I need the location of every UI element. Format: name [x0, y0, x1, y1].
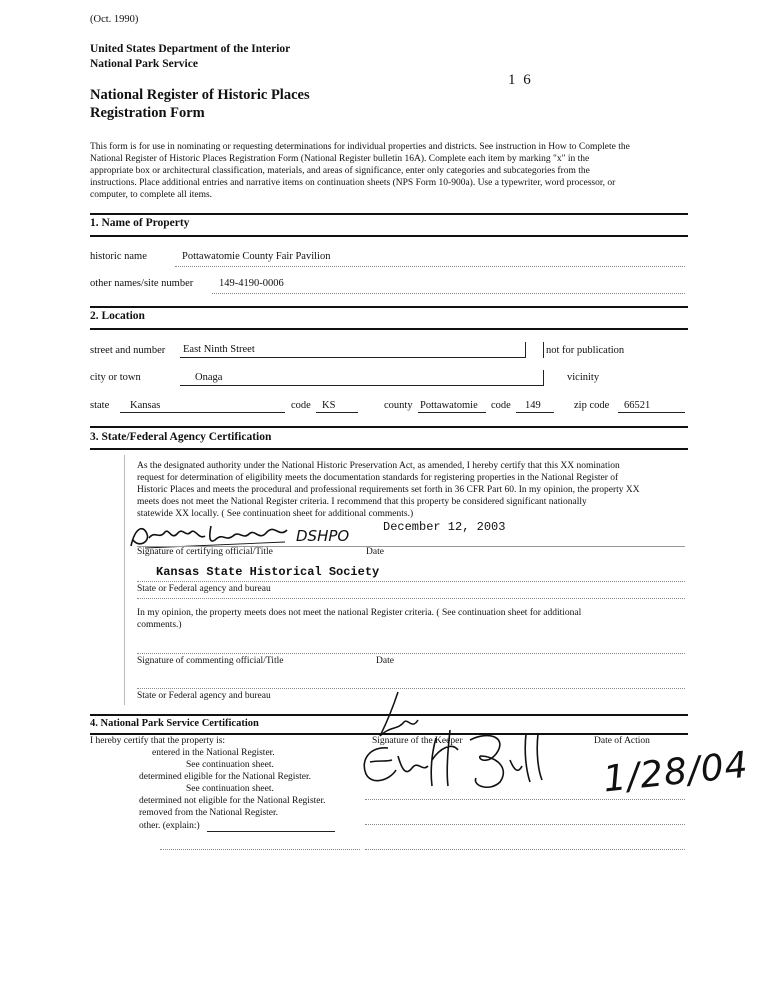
section2-heading: 2. Location — [90, 310, 145, 322]
intro-line: instructions. Place additional entries and narrative items on continuation sheets (NPS Form 10-900a). Use a typewriter, word processor, or — [90, 178, 616, 188]
date-of-action-field[interactable]: 1/28/04 — [601, 744, 751, 801]
field-underline — [120, 412, 285, 413]
intro-line: computer, to complete all items. — [90, 190, 213, 200]
field-underline — [160, 849, 360, 850]
nps-certify-text: I hereby certify that the property is: — [90, 736, 226, 746]
stamp-number: 1 6 — [508, 72, 533, 88]
form-title: National Register of Historic Places — [90, 87, 310, 103]
field-underline — [618, 412, 685, 413]
keeper-signature — [340, 690, 580, 800]
field-underline — [137, 688, 685, 689]
city-field[interactable]: Onaga — [195, 372, 223, 383]
intro-line: This form is for use in nominating or requesting determinations for individual properties and districts. See instruction in How to Complete the — [90, 142, 630, 152]
commenting-signature-label: Signature of commenting official/Title — [137, 656, 284, 666]
section-rule — [90, 328, 688, 330]
zip-field[interactable]: 66521 — [624, 400, 651, 411]
other-names-label: other names/site number — [90, 278, 194, 289]
status-other[interactable]: other. (explain:) — [139, 821, 200, 831]
field-underline — [137, 598, 685, 599]
field-underline — [137, 581, 685, 582]
continuation-sheet-option[interactable]: See continuation sheet. — [186, 784, 274, 794]
not-for-publication-checkbox[interactable]: not for publication — [546, 345, 625, 356]
status-removed[interactable]: removed from the National Register. — [139, 808, 279, 818]
street-label: street and number — [90, 345, 166, 356]
status-eligible[interactable]: determined eligible for the National Register. — [139, 772, 312, 782]
zip-label: zip code — [574, 400, 610, 411]
section-rule — [90, 448, 688, 450]
state-field[interactable]: Kansas — [130, 400, 161, 411]
opinion-text: comments.) — [137, 620, 182, 630]
state-code-field[interactable]: KS — [322, 400, 336, 411]
certification-text: request for determination of eligibility meets the documentation standards for registering properties in the National Register of — [137, 473, 619, 483]
section4-heading: 4. National Park Service Certification — [90, 718, 259, 729]
field-underline — [207, 831, 335, 832]
field-underline — [212, 293, 685, 294]
date-of-action-label: Date of Action — [594, 736, 650, 746]
intro-line: National Register of Historic Places Registration Form (National Register bulletin 16A). Complete each item by marking "x" in the — [90, 154, 590, 164]
field-underline — [180, 357, 525, 358]
certifying-title-handwritten: DSHPO — [296, 527, 350, 545]
signature-label: Signature of certifying official/Title — [137, 547, 273, 557]
agency-label: State or Federal agency and bureau — [137, 584, 271, 594]
street-field[interactable]: East Ninth Street — [183, 344, 255, 355]
field-underline — [418, 412, 486, 413]
state-code-label: code — [291, 400, 311, 411]
city-label: city or town — [90, 372, 141, 383]
form-id: (Oct. 1990) — [90, 14, 139, 25]
status-not-eligible[interactable]: determined not eligible for the National Register. — [139, 796, 326, 806]
opinion-text: In my opinion, the property meets does not meet the national Register criteria. ( See continuation sheet for additional — [137, 608, 582, 618]
certification-text: statewide XX locally. ( See continuation sheet for additional comments.) — [137, 509, 414, 519]
field-underline — [180, 385, 543, 386]
county-field[interactable]: Pottawatomie — [420, 400, 478, 411]
historic-name-field[interactable]: Pottawatomie County Fair Pavilion — [182, 251, 331, 262]
keeper-signature-label: Signature of the Keeper — [372, 736, 463, 746]
continuation-sheet-option[interactable]: See continuation sheet. — [186, 760, 274, 770]
checkbox-divider — [525, 342, 526, 358]
section1-heading: 1. Name of Property — [90, 217, 190, 229]
section3-heading: 3. State/Federal Agency Certification — [90, 431, 272, 443]
form-subtitle: Registration Form — [90, 105, 205, 121]
field-underline — [516, 412, 554, 413]
vicinity-checkbox[interactable]: vicinity — [567, 372, 600, 383]
section-rule — [90, 235, 688, 237]
commenting-date-label: Date — [376, 656, 394, 666]
department-name: United States Department of the Interior — [90, 43, 291, 55]
certifying-date[interactable]: December 12, 2003 — [383, 520, 506, 534]
agency-label: State or Federal agency and bureau — [137, 691, 271, 701]
field-underline — [316, 412, 358, 413]
historic-name-label: historic name — [90, 251, 147, 262]
county-code-label: code — [491, 400, 511, 411]
section-rule — [90, 306, 688, 308]
intro-line: appropriate box or architectural classification, materials, and areas of significance, enter only categories and subcategories from the — [90, 166, 590, 176]
county-code-field[interactable]: 149 — [525, 400, 541, 411]
state-label: state — [90, 400, 110, 411]
field-underline — [137, 653, 685, 654]
section-rule — [90, 213, 688, 215]
agency-field[interactable]: Kansas State Historical Society — [156, 565, 380, 579]
county-label: county — [384, 400, 413, 411]
date-label: Date — [366, 547, 384, 557]
certification-text: As the designated authority under the National Historic Preservation Act, as amended, I hereby certify that this XX nomination — [137, 461, 620, 471]
status-entered[interactable]: entered in the National Register. — [152, 748, 275, 758]
field-underline — [175, 266, 685, 267]
service-name: National Park Service — [90, 58, 198, 70]
certification-text: Historic Places and meets the procedural and professional requirements set forth in 36 CFR Part 60. In my opinion, the property XX — [137, 485, 640, 495]
field-underline — [365, 824, 685, 825]
field-underline — [365, 849, 685, 850]
checkbox-divider — [543, 370, 544, 386]
site-number-field[interactable]: 149-4190-0006 — [219, 278, 284, 289]
checkbox-divider — [543, 342, 544, 358]
certification-text: meets does not meet the National Register criteria. I recommend that this property be considered significant nationally — [137, 497, 587, 507]
form-margin-line — [124, 455, 125, 705]
section-rule — [90, 426, 688, 428]
